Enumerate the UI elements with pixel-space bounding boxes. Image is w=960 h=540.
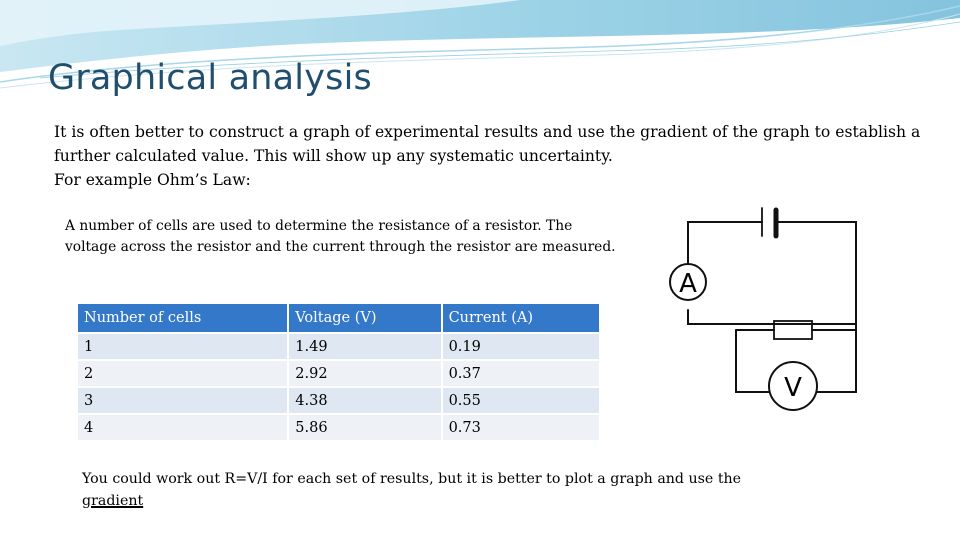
cell-voltage: 4.38 [288, 387, 441, 414]
header-number-of-cells: Number of cells [77, 303, 288, 333]
voltmeter-label: V [784, 373, 802, 403]
table-row [77, 333, 600, 360]
cell-number-of-cells: 3 [77, 387, 288, 414]
gradient-emphasis: gradient [82, 493, 144, 509]
cell-current: 0.37 [442, 360, 600, 387]
header-current: Current (A) [442, 303, 600, 333]
cell-voltage: 5.86 [288, 414, 441, 441]
table-row [77, 360, 600, 387]
cell-voltage: 1.49 [288, 333, 441, 360]
intro-paragraph: It is often better to construct a graph of experimental results and use the gradient of the graph to establish a further calculated value. This will show up any systematic uncertainty. [54, 123, 921, 165]
table-header-row [77, 303, 600, 333]
intro-example-line: For example Ohm’s Law: [54, 171, 251, 189]
circuit-diagram [658, 196, 898, 412]
cell-current: 0.55 [442, 387, 600, 414]
experiment-description [65, 216, 625, 258]
conclusion-sentence: You could work out R=V/I for each set of results, but it is better to plot a graph and use the [82, 471, 742, 487]
page-title: Graphical analysis [48, 58, 372, 98]
table-row [77, 414, 600, 441]
cell-current: 0.73 [442, 414, 600, 441]
table-row [77, 387, 600, 414]
results-table [76, 302, 601, 442]
conclusion-text [82, 468, 842, 512]
cell-voltage: 2.92 [288, 360, 441, 387]
cell-number-of-cells: 1 [77, 333, 288, 360]
cell-number-of-cells: 2 [77, 360, 288, 387]
header-voltage: Voltage (V) [288, 303, 441, 333]
cell-current: 0.19 [442, 333, 600, 360]
intro-text [54, 120, 944, 192]
experiment-description-text: A number of cells are used to determine the resistance of a resistor. The voltage across the resistor and the current through the resistor are measured. [65, 218, 616, 255]
cell-number-of-cells: 4 [77, 414, 288, 441]
ammeter-label: A [679, 269, 697, 299]
